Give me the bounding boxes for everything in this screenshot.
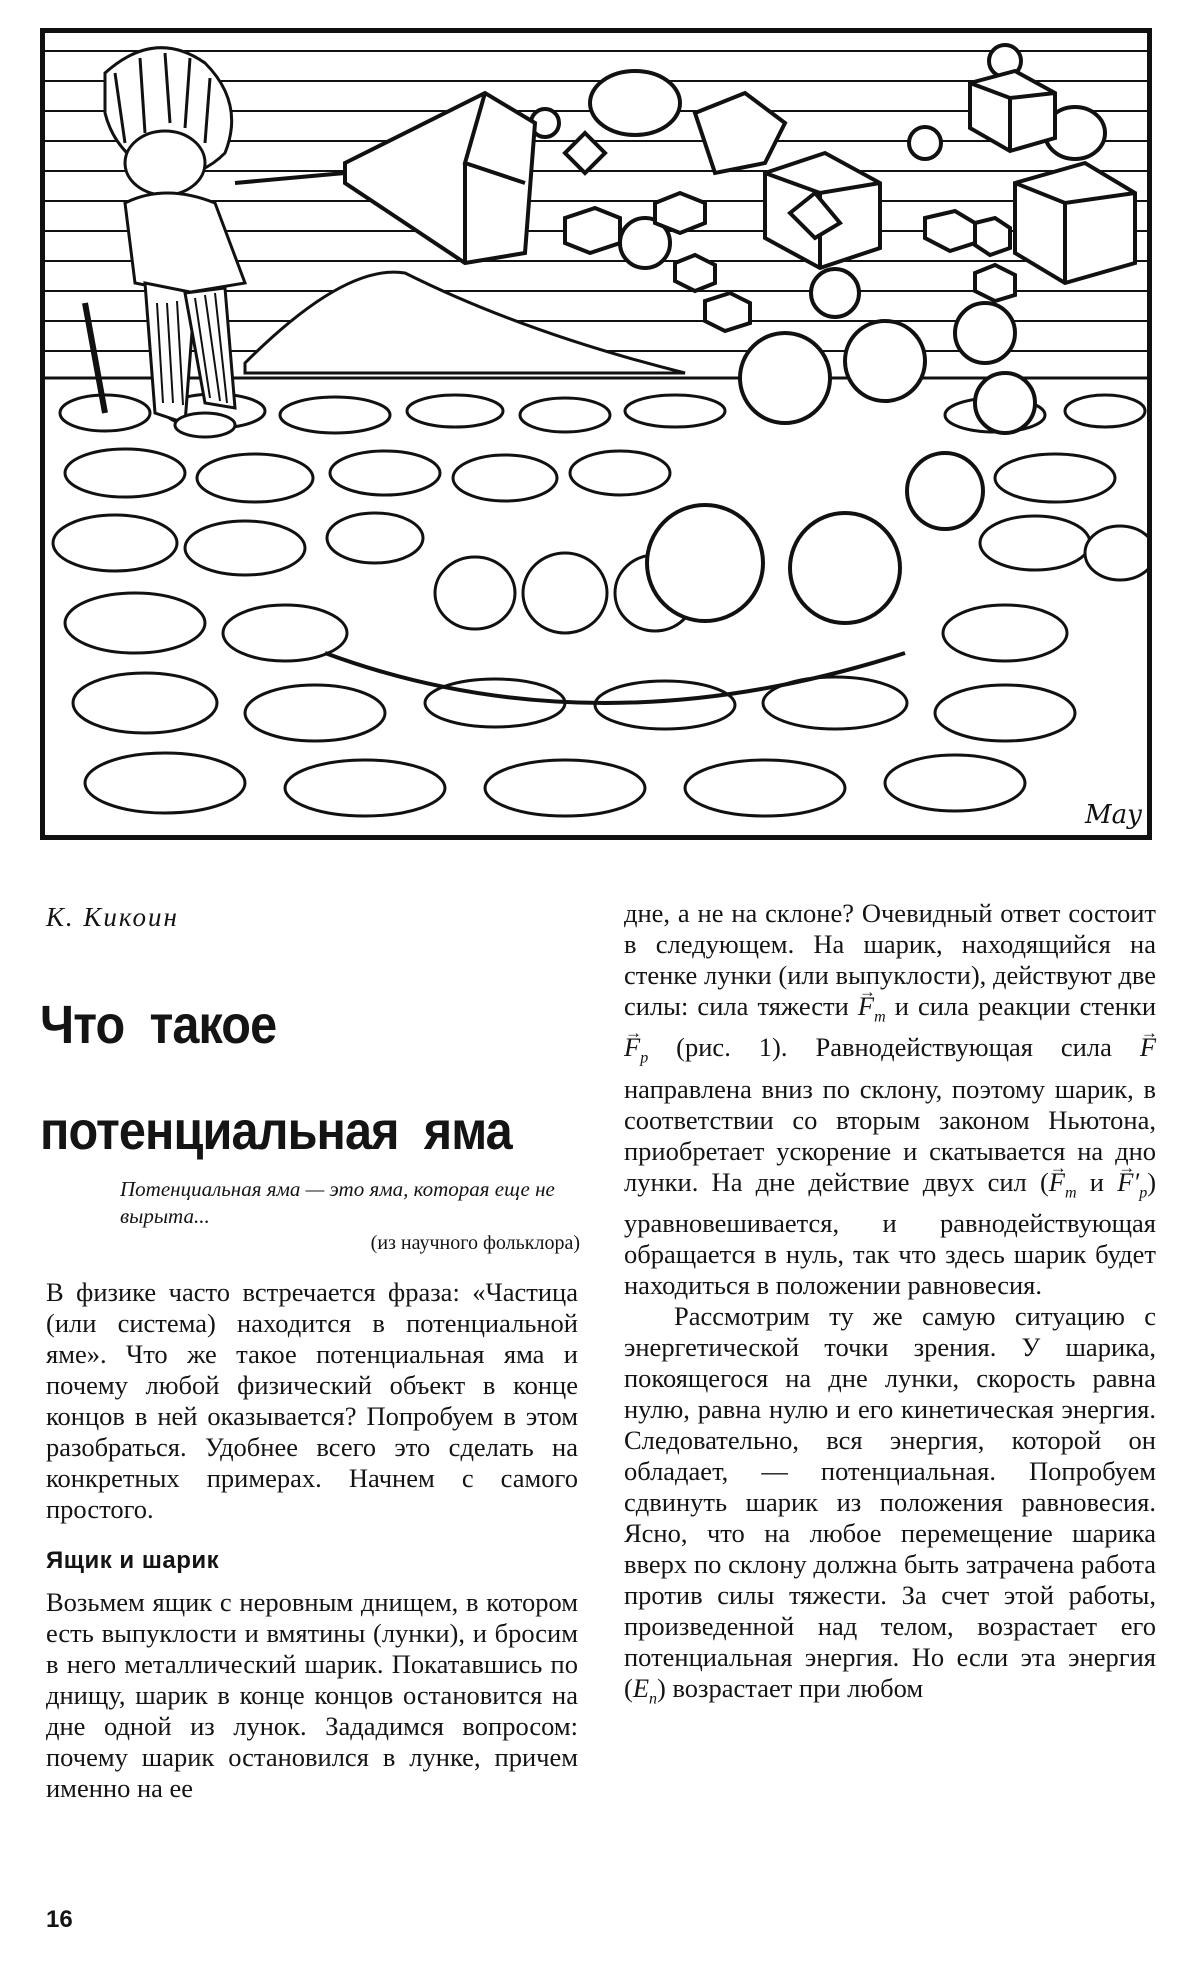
symbol-energy [632, 1672, 658, 1708]
epigraph [120, 1176, 580, 1257]
symbol-f: F [624, 1032, 641, 1063]
symbol-e: E [632, 1672, 650, 1703]
symbol-f: F [1139, 1032, 1157, 1063]
right-column [624, 898, 1156, 1714]
text-span: ) уравновешивается, и равнодействующая обращается в нуль, так что здесь шарик будет находиться в положении равновесия. [624, 1166, 1157, 1300]
text-span: и [1089, 1166, 1104, 1197]
article-title: Что такое потенциальная яма [40, 995, 512, 1161]
illustration-signature: Мау [1085, 800, 1143, 830]
article-author: К. Кикоин [46, 902, 179, 932]
right-paragraph-2 [624, 1301, 1156, 1714]
subscript-t: т [874, 1008, 886, 1026]
symbol-f: F [1117, 1166, 1134, 1197]
vector-f-reaction-prime [1117, 1167, 1147, 1208]
vector-f-reaction [624, 1032, 648, 1073]
subscript-p: п [649, 1690, 658, 1708]
section-paragraph: Возьмем ящик с неровным днищем, в котором есть выпуклости и вмятины (лунки), и бросим в него металлический шарик. Покатавшись по днищу, шарик в конце концов остановится на дне одной из лунок. Зададимся вопросом: почему шарик остановился в лунке, причем именно на ее [46, 1587, 578, 1803]
illustration-drawing [45, 33, 1147, 835]
subscript-r: р [640, 1049, 649, 1067]
text-span: Рассмотрим ту же самую ситуацию с энергетической точки зрения. У шарика, покоящегося на дне лунки, скорость равна нулю, равна нулю и его кинетическая энергия. Следовательно, вся энергия, которой он обладает, — потенциальная. Попробуем сдвинуть шарик из положения равновесия. Ясно, что на любое перемещение шарика вверх по склону должна быть затрачена работа против силы тяжести. За счет этой работы, произведенной над телом, возрастает его потенциальная энергия. Но если эта энергия ( [624, 1300, 1156, 1703]
vector-f-gravity-2 [1049, 1167, 1077, 1208]
text-span: ) возрастает при любом [657, 1672, 924, 1703]
left-column [46, 1277, 578, 1804]
right-paragraph-1 [624, 898, 1156, 1301]
page-number: 16 [46, 1906, 73, 1933]
vector-f-resultant [1140, 1032, 1156, 1063]
symbol-f: F [857, 991, 875, 1021]
vector-f-gravity [858, 991, 886, 1032]
text-span: и сила реакции стенки [894, 991, 1157, 1021]
text-span: дне, а не на склоне? Очевидный ответ состоит в следующем. На шарик, находящийся на стенке лунки (или выпуклости), действуют две силы: сила тяжести [624, 898, 1156, 1021]
epigraph-source: (из научного фольклора) [370, 1232, 580, 1254]
prime-mark: ′ [1133, 1166, 1140, 1197]
symbol-f: F [1048, 1166, 1065, 1197]
subscript-t: т [1064, 1183, 1077, 1201]
text-span: (рис. 1). Равнодействующая сила [676, 1032, 1112, 1063]
article-illustration [40, 28, 1152, 840]
text-span: направлена вниз по склону, поэтому шарик, в соответствии со вторым законом Ньютона, приобретает ускорение и скатывается на дно лунки. На дне действие двух сил ( [624, 1073, 1156, 1197]
subscript-r: р [1139, 1183, 1148, 1201]
section-heading: Ящик и шарик [46, 1547, 220, 1574]
epigraph-text: Потенциальная яма — это яма, которая еще не вырыта... [120, 1177, 555, 1228]
intro-paragraph: В физике часто встречается фраза: «Частица (или система) находится в потенциальной яме». Что же такое потенциальная яма и почему любой физический объект в конце концов в ней оказывается? Попробуем в этом разобраться. Удобнее всего это сделать на конкретных примерах. Начнем с самого простого. [46, 1277, 578, 1524]
